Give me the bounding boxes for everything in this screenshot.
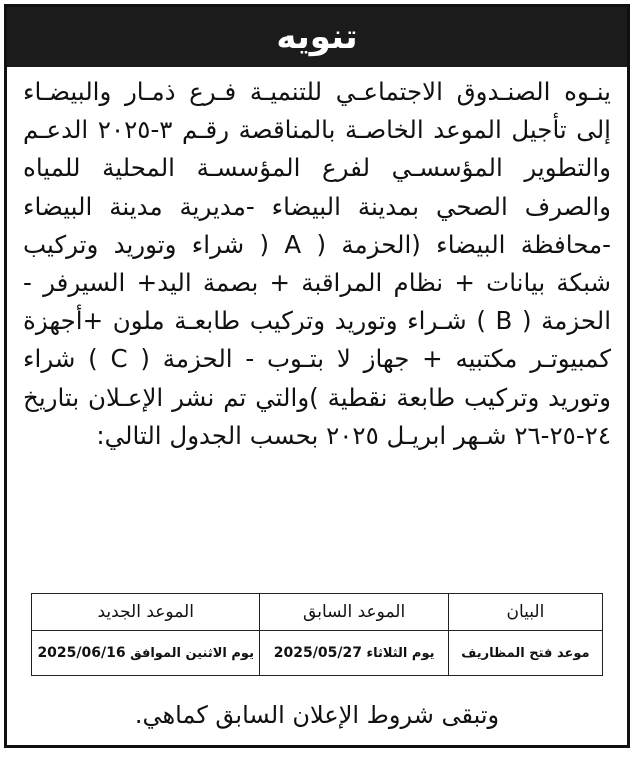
header-new-date: الموعد الجديد (32, 594, 260, 631)
table-header-row (32, 594, 603, 631)
notice-footer: وتبقى شروط الإعلان السابق كماهي. (134, 701, 500, 729)
header-item: البيان (448, 594, 602, 631)
schedule-table (31, 593, 603, 676)
notice-box (4, 4, 630, 748)
previous-day: يوم الثلاثاء (366, 646, 435, 661)
notice-body-paragraph: ينـوه الصنـدوق الاجتماعـي للتنميـة فـرع ذمـار والبيضـاء إلى تأجيل الموعد الخاصـة بالمناقصة رقـم ٣-٢٠٢٥ الدعـم والتطوير المؤسسـي لفرع المؤسسـة المحلية للمياه والصرف الصحي بمدينة البيضاء -مديرية مدينة البيضاء -محافظة البيضاء (الحزمة ( A ( شراء وتوريد وتركيب شبكة بيانات + نظام المراقبة + بصمة اليد+ السيرفر - الحزمة ( B ) شـراء وتوريد وتركيب طابعـة ملون +أجهزة كمبيوتـر مكتبيه + جهاز لا بتـوب - الحزمة ( C ) شراء وتوريد وتركيب طابعة نقطية )والتي تم نشر الإعـلان بتاريخ ٢٤-٢٥-٢٦ شـهر ابريـل ٢٠٢٥ بحسب الجدول التالي: (23, 77, 611, 450)
notice-body (23, 73, 611, 455)
schedule-table-wrap (31, 593, 603, 676)
cell-new-date (32, 631, 260, 676)
table-row (32, 631, 603, 676)
notice-title: تنويه (7, 7, 627, 67)
cell-item: موعد فتح المظاريف (448, 631, 602, 676)
new-day: يوم الاثنين الموافق (130, 646, 254, 661)
new-date: 2025/06/16 (37, 645, 126, 661)
previous-date: 2025/05/27 (273, 645, 362, 661)
header-previous-date: الموعد السابق (260, 594, 448, 631)
cell-previous-date (260, 631, 448, 676)
